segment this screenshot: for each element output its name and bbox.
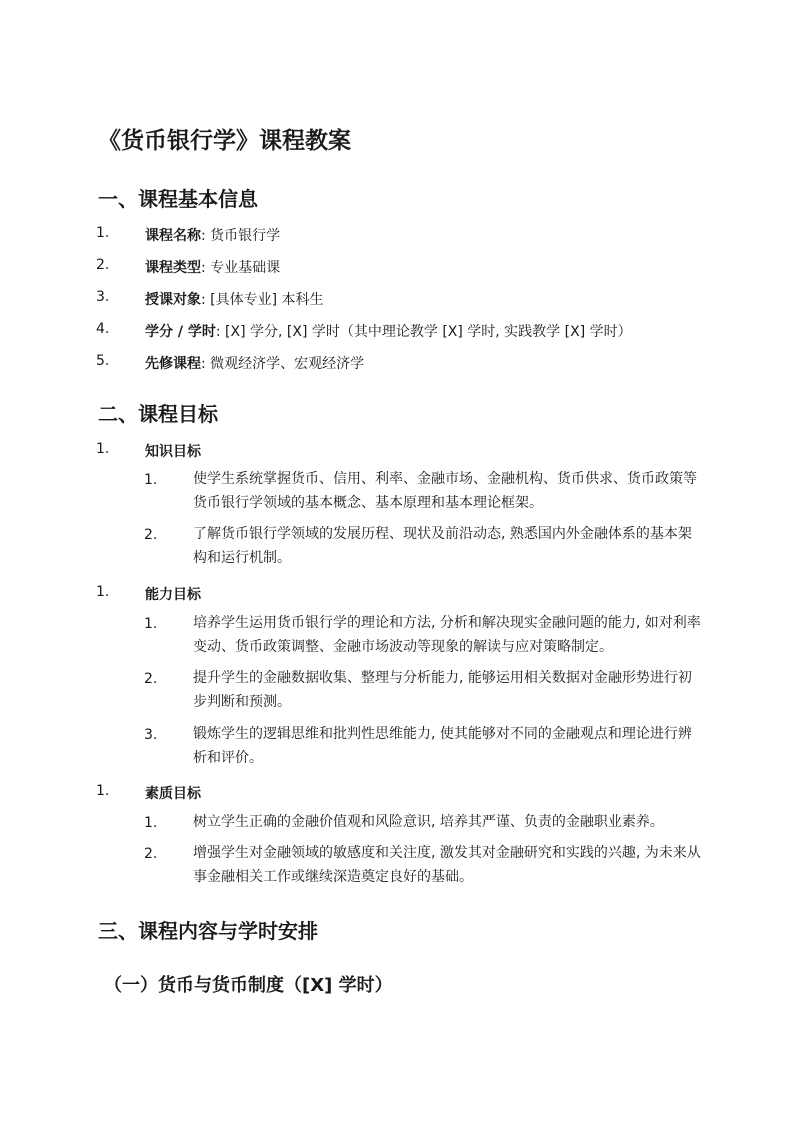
- goal-item-number: 2.: [144, 671, 158, 687]
- info-item-course-type: 课程类型: 专业基础课: [145, 260, 281, 276]
- info-item-number: 4.: [96, 321, 110, 337]
- goal-item-text: 锻炼学生的逻辑思维和批判性思维能力, 使其能够对不同的金融观点和理论进行辨析和评价。: [193, 726, 692, 766]
- document-title: 《货币银行学》课程教案: [98, 128, 351, 154]
- info-item-number: 2.: [96, 257, 110, 273]
- goal-item-number: 3.: [144, 727, 158, 743]
- info-item-credits-hours: 学分 / 学时: [X] 学分, [X] 学时（其中理论教学 [X] 学时, 实践教学 [X] 学时）: [145, 324, 632, 340]
- goal-item-text: 了解货币银行学领域的发展历程、现状及前沿动态, 熟悉国内外金融体系的基本架构和运行机制。: [193, 526, 692, 566]
- goal-item-text: 使学生系统掌握货币、信用、利率、金融市场、金融机构、货币供求、货币政策等货币银行学领域的基本概念、基本原理和基本理论框架。: [193, 471, 697, 511]
- info-item-number: 3.: [96, 289, 110, 305]
- goal-item-text: 提升学生的金融数据收集、整理与分析能力, 能够运用相关数据对金融形势进行初步判断和预测。: [193, 670, 692, 710]
- info-item-course-name: 课程名称: 货币银行学: [145, 228, 281, 244]
- goal-group-number: 1.: [96, 441, 110, 457]
- section-2-heading: 二、课程目标: [98, 402, 218, 426]
- goal-group-number: 1.: [96, 584, 110, 600]
- info-item-number: 5.: [96, 353, 110, 369]
- goal-item-number: 1.: [144, 616, 158, 632]
- goal-group-number: 1.: [96, 783, 110, 799]
- goal-group-quality: 素质目标: [145, 786, 201, 802]
- goal-item-number: 1.: [144, 815, 158, 831]
- goal-item-text: 增强学生对金融领域的敏感度和关注度, 激发其对金融研究和实践的兴趣, 为未来从事金融相关工作或继续深造奠定良好的基础。: [193, 845, 701, 885]
- goal-item-text: 培养学生运用货币银行学的理论和方法, 分析和解决现实金融问题的能力, 如对利率变动、货币政策调整、金融市场波动等现象的解读与应对策略制定。: [193, 615, 701, 655]
- section-3-subheading: （一）货币与货币制度（[X] 学时）: [104, 975, 393, 996]
- goal-group-ability: 能力目标: [145, 587, 201, 603]
- goal-item-number: 1.: [144, 472, 158, 488]
- info-item-prerequisites: 先修课程: 微观经济学、宏观经济学: [145, 356, 365, 372]
- goal-item-text: 树立学生正确的金融价值观和风险意识, 培养其严谨、负责的金融职业素养。: [193, 814, 664, 830]
- info-item-number: 1.: [96, 225, 110, 241]
- goal-group-knowledge: 知识目标: [145, 444, 201, 460]
- goal-item-number: 2.: [144, 846, 158, 862]
- info-item-audience: 授课对象: [具体专业] 本科生: [145, 292, 324, 308]
- section-1-heading: 一、课程基本信息: [98, 187, 258, 211]
- section-3-heading: 三、课程内容与学时安排: [98, 919, 318, 943]
- goal-item-number: 2.: [144, 527, 158, 543]
